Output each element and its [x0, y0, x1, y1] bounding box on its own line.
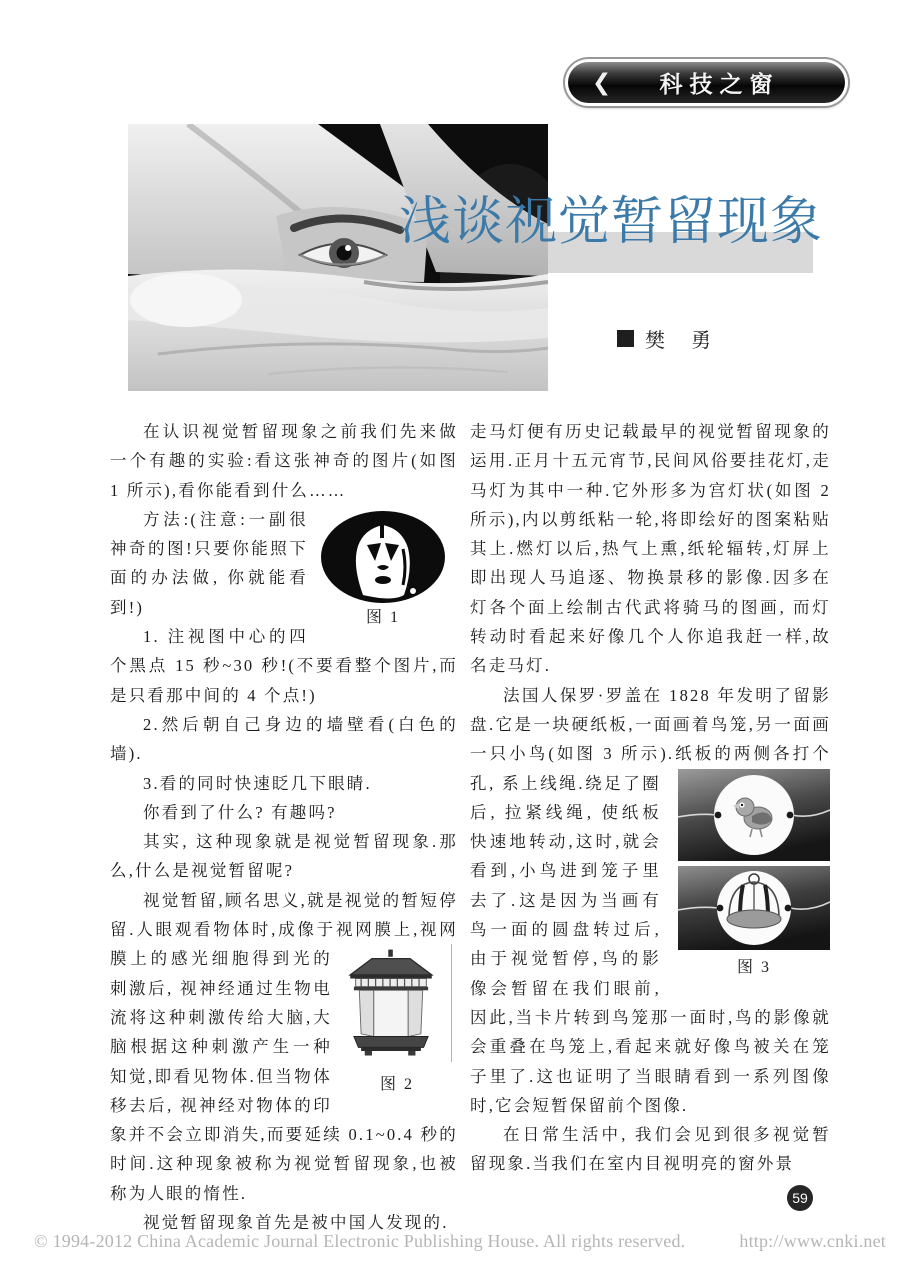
paragraph-with-figure-3: [470, 681, 831, 1120]
page-title: 浅谈视觉暂留现象: [399, 194, 824, 251]
figure-3: [661, 769, 831, 980]
paragraph: 视觉暂留现象首先是被中国人发现的.: [143, 1213, 449, 1233]
paragraph-with-figure-1: [110, 505, 458, 626]
figure-1: [308, 505, 458, 630]
figure-1-face-illusion-image: [319, 509, 447, 605]
paragraph-text: 视觉暂留,顾名思义,就是视觉的暂短停留.人眼观看物体时,成像于视网膜上,视: [110, 890, 458, 940]
paragraph: 1. 注视图中心的四个黑点 15 秒~30 秒!(不要看整个图片,而是只看那中间的 4 个点!): [110, 627, 458, 705]
left-column: [110, 417, 458, 1237]
footer-copyright: © 1994-2012 China Academic Journal Electronic Publishing House. All rights reserved.: [34, 1231, 686, 1251]
hands-eye-photo-illustration: [128, 124, 548, 391]
paragraph: 走马灯便有历史记载最早的视觉暂留现象的运用.正月十五元宵节,民间风俗要挂花灯,走马灯为其中一种.它外形多为宫灯状(如图 2 所示),内以剪纸粘一轮,将即绘好的图案粘贴其上.燃灯以后,热气上熏,纸轮辐转,灯屏上即出现人马追逐、物换景移的影像.因多在灯各个面上绘制古代武将骑马的图画, 而灯转动时看起来好像几个人你追我赶一样,故名走马灯.: [470, 422, 831, 676]
hero-photo: [128, 124, 548, 391]
author-bullet-icon: [617, 330, 634, 347]
paragraph: 3.看的同时快速眨几下眼睛.: [143, 773, 372, 793]
paragraph-text: 网膜上的感光细胞得到光的刺激后, 视神经通过生物电流将这种刺激传给大脑,大脑根据这种刺激产生一种知觉,即看见物体.但当物体移去后, 视神经对物体的印象并不会立即消失,而要延续 0.1~0.4 秒的时间.这种现象被称为视觉暂留现象,也被称为人眼的惰性.: [110, 920, 458, 1203]
tech-window-banner: [565, 59, 848, 106]
figure-3-cage-disc-image: [678, 866, 830, 950]
banner-label: 科技之窗: [659, 72, 780, 97]
tech-window-banner-inner: [568, 62, 845, 103]
right-column: [470, 417, 831, 1179]
author-block: [617, 324, 714, 353]
page-number-badge: 59: [787, 1185, 813, 1211]
figure-2-caption: 图 2: [379, 1075, 414, 1093]
paragraph: 在认识视觉暂留现象之前我们先来做一个有趣的实验:看这张神奇的图片(如图 1 所示),看你能看到什么……: [110, 422, 458, 500]
paragraph: 2.然后朝自己身边的墙壁看(白色的墙).: [110, 714, 458, 764]
paragraph-text: 打个孔, 系上线绳.绕足了圈后, 拉紧线绳, 使纸板快速地转动,这时,就会看到,小鸟进到笼子里去了.这是因为当画有鸟一面的圆盘转过后,由于视觉暂停,鸟的影像会暂留在我们眼前,因此,当卡片转到鸟笼那一面时,鸟的影像就会重叠在鸟笼上,看起来就好像鸟被关在笼子里了.这也证明了当眼睛看到一系列图像时,它会短暂保留前个图像.: [470, 744, 831, 1115]
figure-2-lantern-image: [343, 944, 439, 1062]
paragraph: 其实, 这种现象就是视觉暂留现象.那么,什么是视觉暂留呢?: [110, 832, 458, 881]
paragraph: 在日常生活中, 我们会见到很多视觉暂留现象.当我们在室内目视明亮的窗外景: [470, 1125, 831, 1174]
paragraph-text: 方法:(注意:一副很神奇的图!只要你能照下面的办法做, 你就能看到!): [110, 509, 308, 617]
paragraph: 你看到了什么? 有趣吗?: [143, 802, 337, 822]
paragraph-text: 法国人保罗·罗盖在 1828 年发明了留影盘.它是一块硬纸板,一面画着鸟笼,另一面画一只小鸟(如图 3 所示).纸板的两侧各: [470, 685, 831, 764]
footer-url[interactable]: http://www.cnki.net: [739, 1231, 886, 1251]
figure-3-caption: 图 3: [736, 958, 771, 976]
author-name: 樊 勇: [645, 330, 714, 352]
paragraph-with-figure-2: [110, 886, 458, 1208]
figure-2: [332, 944, 458, 1096]
figure-1-caption: 图 1: [365, 608, 400, 626]
figure-3-bird-disc-image: [678, 769, 830, 861]
chevron-left-icon: ❮: [592, 69, 612, 96]
footer: [0, 1231, 920, 1252]
